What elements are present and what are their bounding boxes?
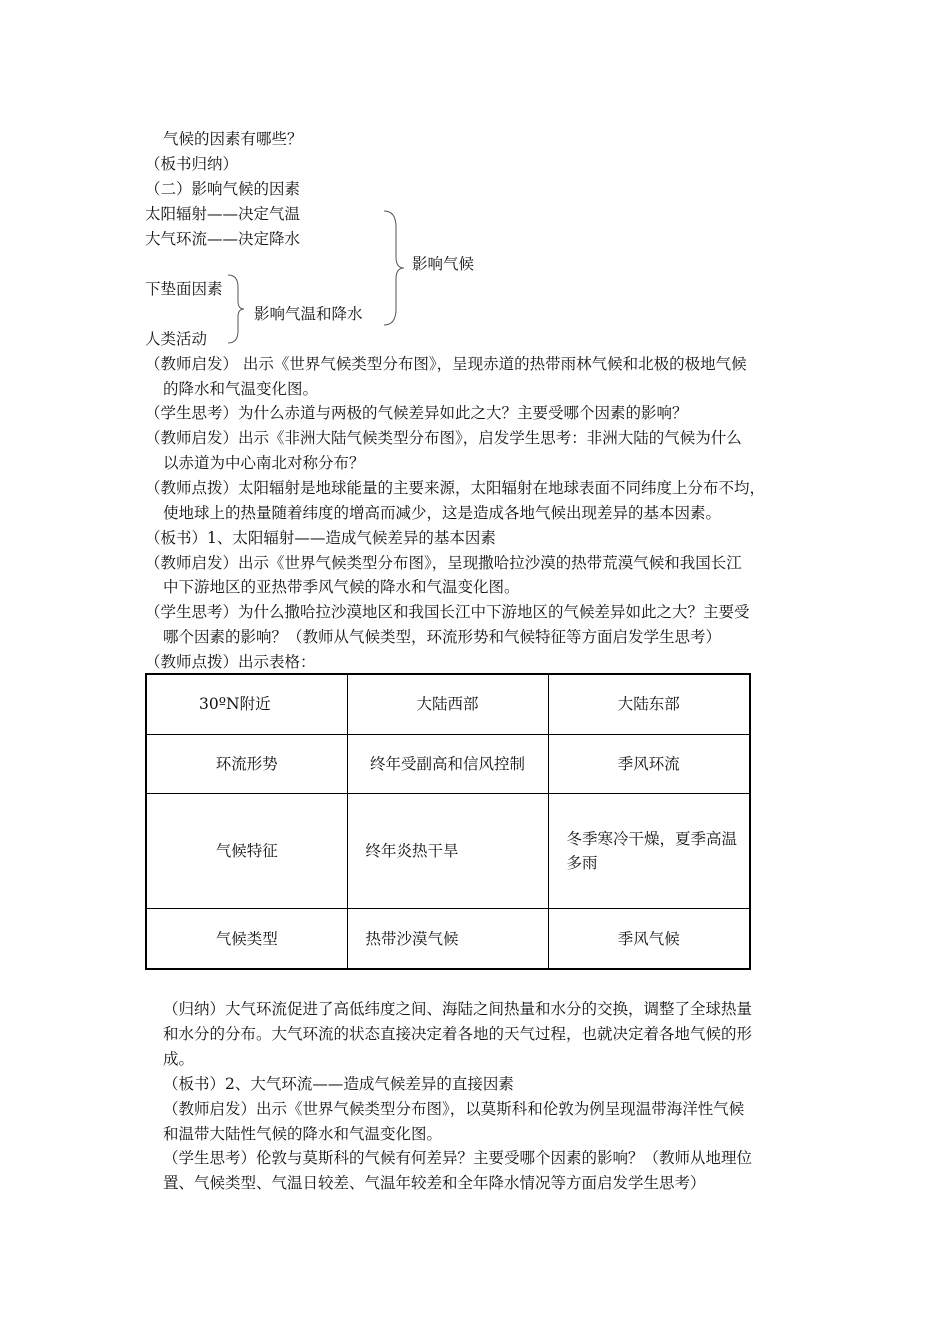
table-cell: 大陆西部 — [347, 674, 548, 734]
text-line: （教师启发）出示《世界气候类型分布图》，以莫斯科和伦敦为例呈现温带海洋性气候 — [163, 1100, 745, 1118]
text-line: 成。 — [163, 1050, 195, 1068]
diagram-item: 人类活动 — [145, 330, 208, 348]
inner-brace-icon — [226, 273, 246, 345]
text-line: 和温带大陆性气候的降水和气温变化图。 — [163, 1125, 443, 1143]
text-line: （教师启发） 出示《世界气候类型分布图》，呈现赤道的热带雨林气候和北极的极地气候 — [145, 355, 747, 373]
text-line: 中下游地区的亚热带季风气候的降水和气温变化图。 — [163, 578, 520, 596]
outer-brace-icon — [382, 209, 406, 327]
diagram-item: 大气环流——决定降水 — [145, 230, 301, 248]
text-line: （学生思考）为什么赤道与两极的气候差异如此之大？主要受哪个因素的影响？ — [145, 404, 688, 422]
table-cell: 终年受副高和信风控制 — [347, 734, 548, 793]
climate-comparison-table — [145, 673, 751, 970]
text-line: （归纳）大气环流促进了高低纬度之间、海陆之间热量和水分的交换，调整了全球热量 — [163, 1000, 753, 1018]
text-line: 和水分的分布。大气环流的状态直接决定着各地的天气过程，也就决定着各地气候的形 — [163, 1025, 753, 1043]
text-line: （教师启发）出示《世界气候类型分布图》，呈现撒哈拉沙漠的热带荒漠气候和我国长江 — [145, 554, 742, 572]
table-row — [146, 674, 750, 734]
text-line: 使地球上的热量随着纬度的增高而减少，这是造成各地气候出现差异的基本因素。 — [163, 504, 722, 522]
table-cell: 环流形势 — [146, 734, 347, 793]
diagram-item: 下垫面因素 — [145, 280, 223, 298]
table-row — [146, 793, 750, 909]
table-cell: 气候类型 — [146, 909, 347, 969]
text-line: （教师点拨）出示表格： — [145, 653, 316, 671]
text-line: （板书）2、大气环流——造成气候差异的直接因素 — [163, 1075, 514, 1093]
table-row — [146, 909, 750, 969]
table-cell: 热带沙漠气候 — [347, 909, 548, 969]
text-line: （教师启发）出示《非洲大陆气候类型分布图》，启发学生思考：非洲大陆的气候为什么 — [145, 429, 742, 447]
table-cell: 大陆东部 — [548, 674, 750, 734]
text-line: 置、气候类型、气温日较差、气温年较差和全年降水情况等方面启发学生思考） — [163, 1174, 706, 1192]
table-cell: 气候特征 — [146, 793, 347, 909]
text-line: 以赤道为中心南北对称分布？ — [163, 454, 365, 472]
text-line: 的降水和气温变化图。 — [163, 380, 319, 398]
text-line: （学生思考）为什么撒哈拉沙漠地区和我国长江中下游地区的气候差异如此之大？主要受 — [145, 603, 750, 621]
text-line: 哪个因素的影响？（教师从气候类型，环流形势和气候特征等方面启发学生思考） — [163, 628, 722, 646]
diagram-item: 太阳辐射——决定气温 — [145, 205, 301, 223]
table-cell: 季风环流 — [548, 734, 750, 793]
text-line: （板书归纳） — [145, 155, 239, 173]
table-row — [146, 734, 750, 793]
text-line: （板书）1、太阳辐射——造成气候差异的基本因素 — [145, 529, 496, 547]
text-line: （学生思考）伦敦与莫斯科的气候有何差异？主要受哪个因素的影响？（教师从地理位 — [163, 1149, 753, 1167]
section-heading: （二）影响气候的因素 — [145, 180, 301, 198]
text-line: （教师点拨）太阳辐射是地球能量的主要来源，太阳辐射在地球表面不同纬度上分布不均， — [145, 479, 766, 497]
table-cell: 30ºN附近 — [146, 674, 347, 734]
text-line: 气候的因素有哪些？ — [163, 130, 303, 148]
table-cell: 冬季寒冷干燥，夏季高温多雨 — [548, 793, 750, 909]
table-cell: 终年炎热干旱 — [347, 793, 548, 909]
table-cell: 季风气候 — [548, 909, 750, 969]
inner-brace-label: 影响气温和降水 — [254, 305, 363, 323]
outer-brace-label: 影响气候 — [412, 255, 475, 273]
